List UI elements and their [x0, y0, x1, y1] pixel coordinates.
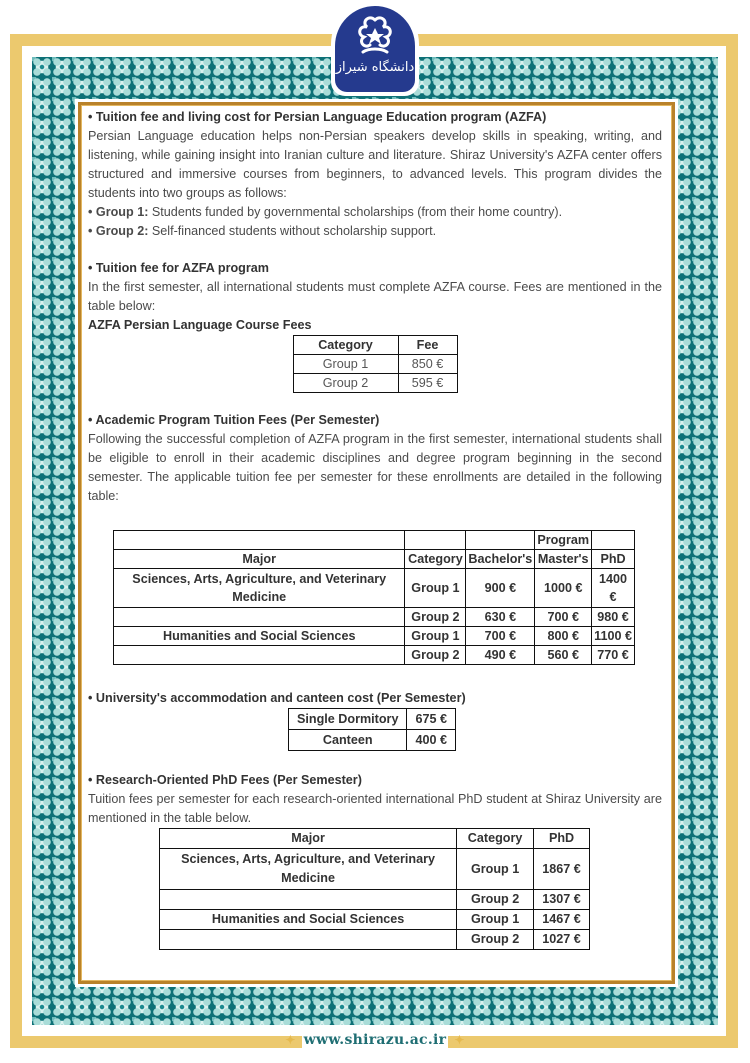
cell-major: Sciences, Arts, Agriculture, and Veterinary Medicine — [114, 569, 405, 608]
group-1-label: Group 1: — [95, 205, 149, 219]
table-row — [160, 930, 590, 950]
cell-item: Canteen — [289, 730, 407, 751]
azfa-table-title: AZFA Persian Language Course Fees — [88, 318, 312, 332]
header-phd: PhD — [592, 550, 635, 569]
cell-category: Group 1 — [405, 569, 466, 608]
group-1-text: Students funded by governmental scholarships (from their home country). — [151, 205, 563, 219]
cell-phd: 1027 € — [534, 930, 590, 950]
cell-bachelors: 490 € — [466, 646, 535, 665]
cell-phd: 1400 € — [592, 569, 635, 608]
table-super-header-row — [114, 531, 635, 550]
cell-major — [114, 608, 405, 627]
group-1-item — [88, 203, 662, 222]
section-heading-azfa-intro: • Tuition fee and living cost for Persian Language Education program (AZFA) — [88, 108, 662, 127]
accommodation-table — [288, 708, 456, 751]
cell-category: Group 1 — [457, 910, 534, 930]
sparkle-left-icon: ✦ — [285, 1033, 296, 1047]
table-row — [114, 569, 635, 608]
cell-category: Group 2 — [293, 374, 398, 393]
cell-fee: 595 € — [398, 374, 457, 393]
table-row — [160, 849, 590, 890]
table-row — [114, 646, 635, 665]
cell-phd: 1100 € — [592, 627, 635, 646]
cell-category: Group 1 — [457, 849, 534, 890]
header-category: Category — [405, 550, 466, 569]
group-2-label: Group 2: — [95, 224, 149, 238]
cell-major — [114, 646, 405, 665]
cell-bachelors: 630 € — [466, 608, 535, 627]
cell-phd: 770 € — [592, 646, 635, 665]
cell-category: Group 2 — [457, 930, 534, 950]
cell-phd: 1467 € — [534, 910, 590, 930]
cell-masters: 800 € — [535, 627, 592, 646]
research-phd-table — [159, 828, 590, 950]
cell-item: Single Dormitory — [289, 709, 407, 730]
azfa-intro-paragraph: Persian Language education helps non-Persian speakers develop skills in speaking, writing, and listening, while gaining insight into Iranian culture and literature. Shiraz University's AZFA center offers structured and immersive courses from beginners, to advanced levels. This program divides the students into two groups as follows: — [88, 129, 662, 200]
header-category: Category — [457, 829, 534, 849]
academic-paragraph: Following the successful completion of AZFA program in the first semester, international students shall be eligible to enroll in their academic disciplines and degree program beginning in the second semester. The applicable tuition fee per semester for these enrollments are detailed in the following table: — [88, 432, 662, 503]
group-2-text: Self-financed students without scholarship support. — [151, 224, 437, 238]
table-row — [160, 910, 590, 930]
table-header-row — [293, 336, 457, 355]
header-major: Major — [114, 550, 405, 569]
section-heading-accommodation: • University's accommodation and canteen cost (Per Semester) — [88, 689, 662, 708]
cell-bachelors: 900 € — [466, 569, 535, 608]
header-fee: Fee — [398, 336, 457, 355]
cell-major: Humanities and Social Sciences — [160, 910, 457, 930]
cell-category: Group 2 — [457, 890, 534, 910]
section-heading-research-phd: • Research-Oriented PhD Fees (Per Semester) — [88, 771, 662, 790]
cell-category: Group 2 — [405, 608, 466, 627]
table-row — [114, 608, 635, 627]
header-program: Program — [535, 531, 592, 550]
cell-masters: 1000 € — [535, 569, 592, 608]
table-row — [289, 709, 456, 730]
academic-fee-table — [113, 530, 635, 665]
cell-category: Group 2 — [405, 646, 466, 665]
cell-category: Group 1 — [405, 627, 466, 646]
header-major: Major — [160, 829, 457, 849]
table-row — [289, 730, 456, 751]
cell-phd: 1307 € — [534, 890, 590, 910]
cell-cost: 400 € — [407, 730, 456, 751]
header-category: Category — [293, 336, 398, 355]
cell-major — [160, 930, 457, 950]
header-phd: PhD — [534, 829, 590, 849]
tree-emblem-icon — [349, 14, 401, 58]
cell-cost: 675 € — [407, 709, 456, 730]
logo-text: دانشگاه شیراز — [335, 60, 415, 75]
azfa-fee-table — [293, 335, 458, 393]
section-heading-academic: • Academic Program Tuition Fees (Per Semester) — [88, 411, 662, 430]
cell-major — [160, 890, 457, 910]
header-bachelors: Bachelor's — [466, 550, 535, 569]
research-phd-paragraph: Tuition fees per semester for each research-oriented international PhD student at Shiraz University are mentioned in the table below. — [88, 792, 662, 825]
table-row — [293, 355, 457, 374]
group-2-item — [88, 222, 662, 241]
document-content — [88, 108, 662, 950]
section-heading-azfa-fee: • Tuition fee for AZFA program — [88, 259, 662, 278]
header-masters: Master's — [535, 550, 592, 569]
cell-masters: 700 € — [535, 608, 592, 627]
footer — [0, 1032, 750, 1048]
table-header-row — [114, 550, 635, 569]
cell-bachelors: 700 € — [466, 627, 535, 646]
website-link[interactable]: www.shirazu.ac.ir — [303, 1032, 447, 1048]
cell-major: Humanities and Social Sciences — [114, 627, 405, 646]
cell-masters: 560 € — [535, 646, 592, 665]
cell-major: Sciences, Arts, Agriculture, and Veterinary Medicine — [160, 849, 457, 890]
table-header-row — [160, 829, 590, 849]
cell-fee: 850 € — [398, 355, 457, 374]
azfa-fee-paragraph: In the first semester, all international students must complete AZFA course. Fees are mentioned in the table below: — [88, 280, 662, 313]
university-logo — [331, 0, 419, 96]
cell-category: Group 1 — [293, 355, 398, 374]
cell-phd: 980 € — [592, 608, 635, 627]
sparkle-right-icon: ✦ — [454, 1033, 465, 1047]
table-row — [114, 627, 635, 646]
table-row — [160, 890, 590, 910]
cell-phd: 1867 € — [534, 849, 590, 890]
table-row — [293, 374, 457, 393]
